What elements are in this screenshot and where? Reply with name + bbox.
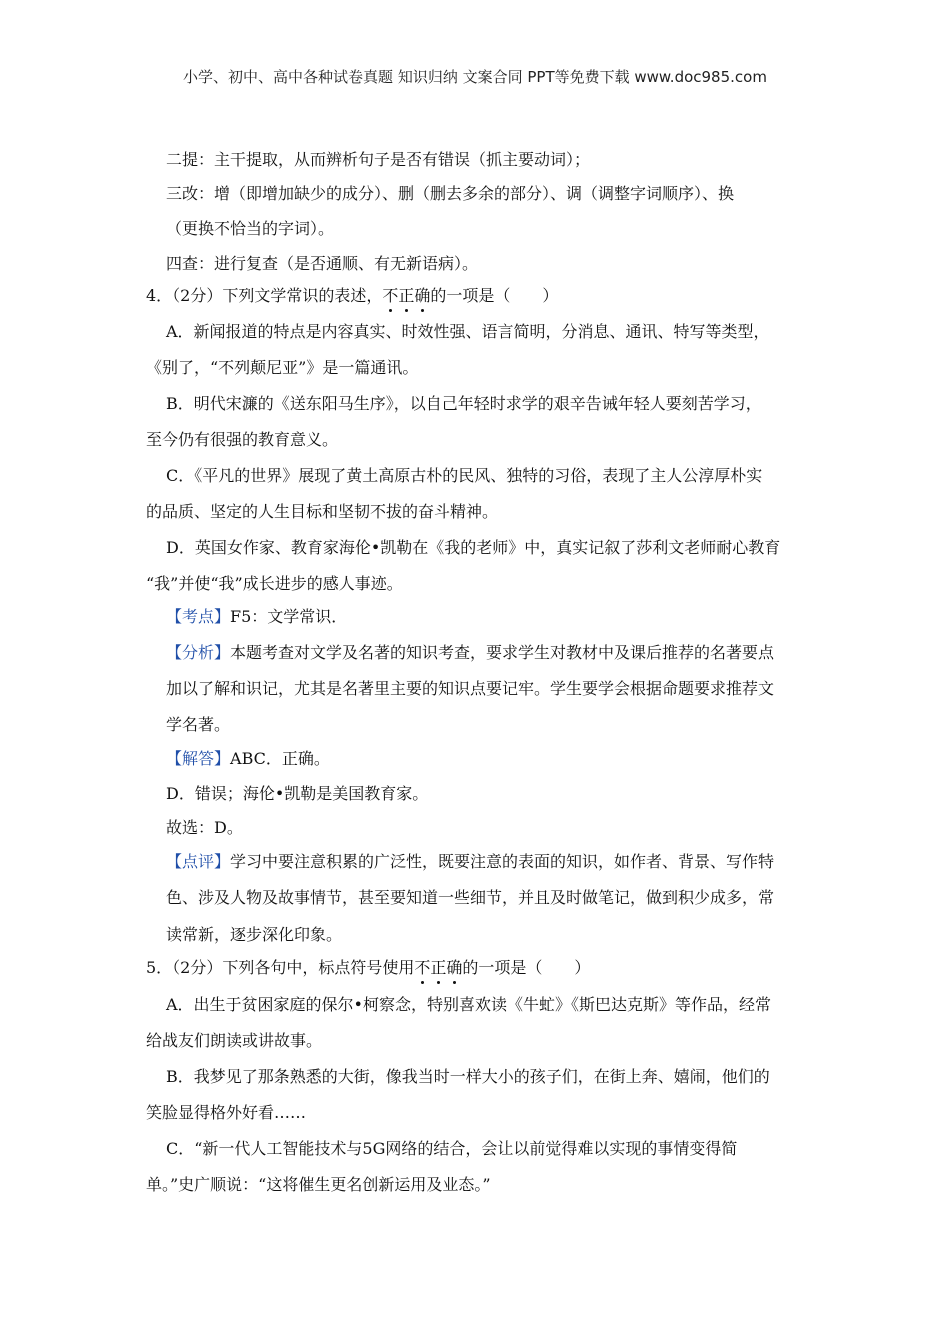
q5-option-a-line-2: 给战友们朗读或讲故事。 (146, 1031, 323, 1050)
page-header: 小学、初中、高中各种试卷真题 知识归纳 文案合同 PPT等免费下载 www.doc985.com (183, 68, 767, 86)
q4-option-c-line-1: C．《平凡的世界》展现了黄土高原古朴的民风、独特的习俗，表现了主人公淳厚朴实 (166, 466, 763, 485)
q4-option-d-line-1: D．英国女作家、教育家海伦•凯勒在《我的老师》中，真实记叙了莎利文老师耐心教育 (166, 538, 781, 557)
intro-line-2: 三改：增（即增加缺少的成分）、删（删去多余的部分）、调（调整字词顺序）、换 (166, 184, 735, 203)
q5-stem-post: 的一项是（ ） (462, 958, 591, 977)
q5-option-b-line-1: B．我梦见了那条熟悉的大街，像我当时一样大小的孩子们，在街上奔、嬉闹，他们的 (166, 1067, 770, 1086)
q4-option-c-line-2: 的品质、坚定的人生目标和坚韧不拔的奋斗精神。 (146, 502, 499, 521)
q4-kaodian (166, 607, 347, 627)
intro-line-4: 四查：进行复查（是否通顺、有无新语病）。 (166, 254, 479, 273)
fenxi-line-2: 加以了解和识记，尤其是名著里主要的知识点要记牢。学生要学会根据命题要求推荐文 (166, 679, 775, 698)
q5-emphasis-2: 正 (430, 958, 447, 977)
q4-option-b-line-2: 至今仍有很强的教育意义。 (146, 430, 339, 449)
dianping-line-1: 学习中要注意积累的广泛性，既要注意的表面的知识，如作者、背景、写作特 (230, 852, 775, 871)
q5-stem-pre: 5．（2分）下列各句中，标点符号使用 (146, 958, 415, 977)
q4-stem-pre: 4．（2分）下列文学常识的表述， (146, 286, 383, 305)
q4-option-a-line-1: A．新闻报道的特点是内容真实、时效性强、语言简明，分消息、通讯、特写等类型， (166, 322, 770, 341)
fenxi-line-3: 学名著。 (166, 715, 231, 734)
q4-emphasis-2: 正 (398, 286, 415, 305)
q4-emphasis-1: 不 (382, 286, 399, 305)
jieda-line-2: D．错误；海伦•凯勒是美国教育家。 (166, 784, 429, 803)
q5-option-a-line-1: A．出生于贫困家庭的保尔•柯察念，特别喜欢读《牛虻》《斯巴达克斯》等作品，经常 (166, 995, 771, 1014)
kaodian-tag: 【考点】 (166, 607, 231, 626)
q5-option-c-line-1: C．“新一代人工智能技术与5G网络的结合，会让以前觉得难以实现的事情变得简 (166, 1139, 738, 1158)
jieda-line-3: 故选：D。 (166, 818, 243, 837)
q4-option-a-line-2: 《别了，“不列颠尼亚”》是一篇通讯。 (146, 358, 419, 377)
q4-jieda (166, 749, 330, 769)
jieda-line-1: ABC．正确。 (230, 749, 330, 768)
q4-emphasis-3: 确 (414, 286, 431, 305)
dianping-line-2: 色、涉及人物及故事情节，甚至要知道一些细节，并且及时做笔记，做到积少成多，常 (166, 888, 775, 907)
q4-option-d-line-2: “我”并使“我”成长进步的感人事迹。 (146, 574, 403, 593)
kaodian-text: F5：文学常识． (230, 607, 348, 626)
q5-stem (146, 958, 590, 978)
q4-dianping (166, 852, 774, 872)
q4-fenxi (166, 643, 774, 663)
fenxi-tag: 【分析】 (166, 643, 231, 662)
q5-emphasis-3: 确 (446, 958, 463, 977)
q5-option-b-line-2: 笑脸显得格外好看…… (146, 1103, 307, 1122)
fenxi-line-1: 本题考查对文学及名著的知识考查，要求学生对教材中及课后推荐的名著要点 (230, 643, 775, 662)
q5-option-c-line-2: 单。”史广顺说：“这将催生更名创新运用及业态。” (146, 1175, 491, 1194)
intro-line-3: （更换不恰当的字词）。 (166, 219, 335, 238)
intro-line-1: 二提：主干提取，从而辨析句子是否有错误（抓主要动词）； (166, 150, 591, 169)
q4-option-b-line-1: B．明代宋濂的《送东阳马生序》，以自己年轻时求学的艰辛告诫年轻人要刻苦学习， (166, 394, 762, 413)
q4-stem-post: 的一项是（ ） (430, 286, 559, 305)
jieda-tag: 【解答】 (166, 749, 231, 768)
q5-emphasis-1: 不 (414, 958, 431, 977)
q4-stem (146, 286, 558, 306)
dianping-tag: 【点评】 (166, 852, 231, 871)
dianping-line-3: 读常新，逐步深化印象。 (166, 925, 343, 944)
